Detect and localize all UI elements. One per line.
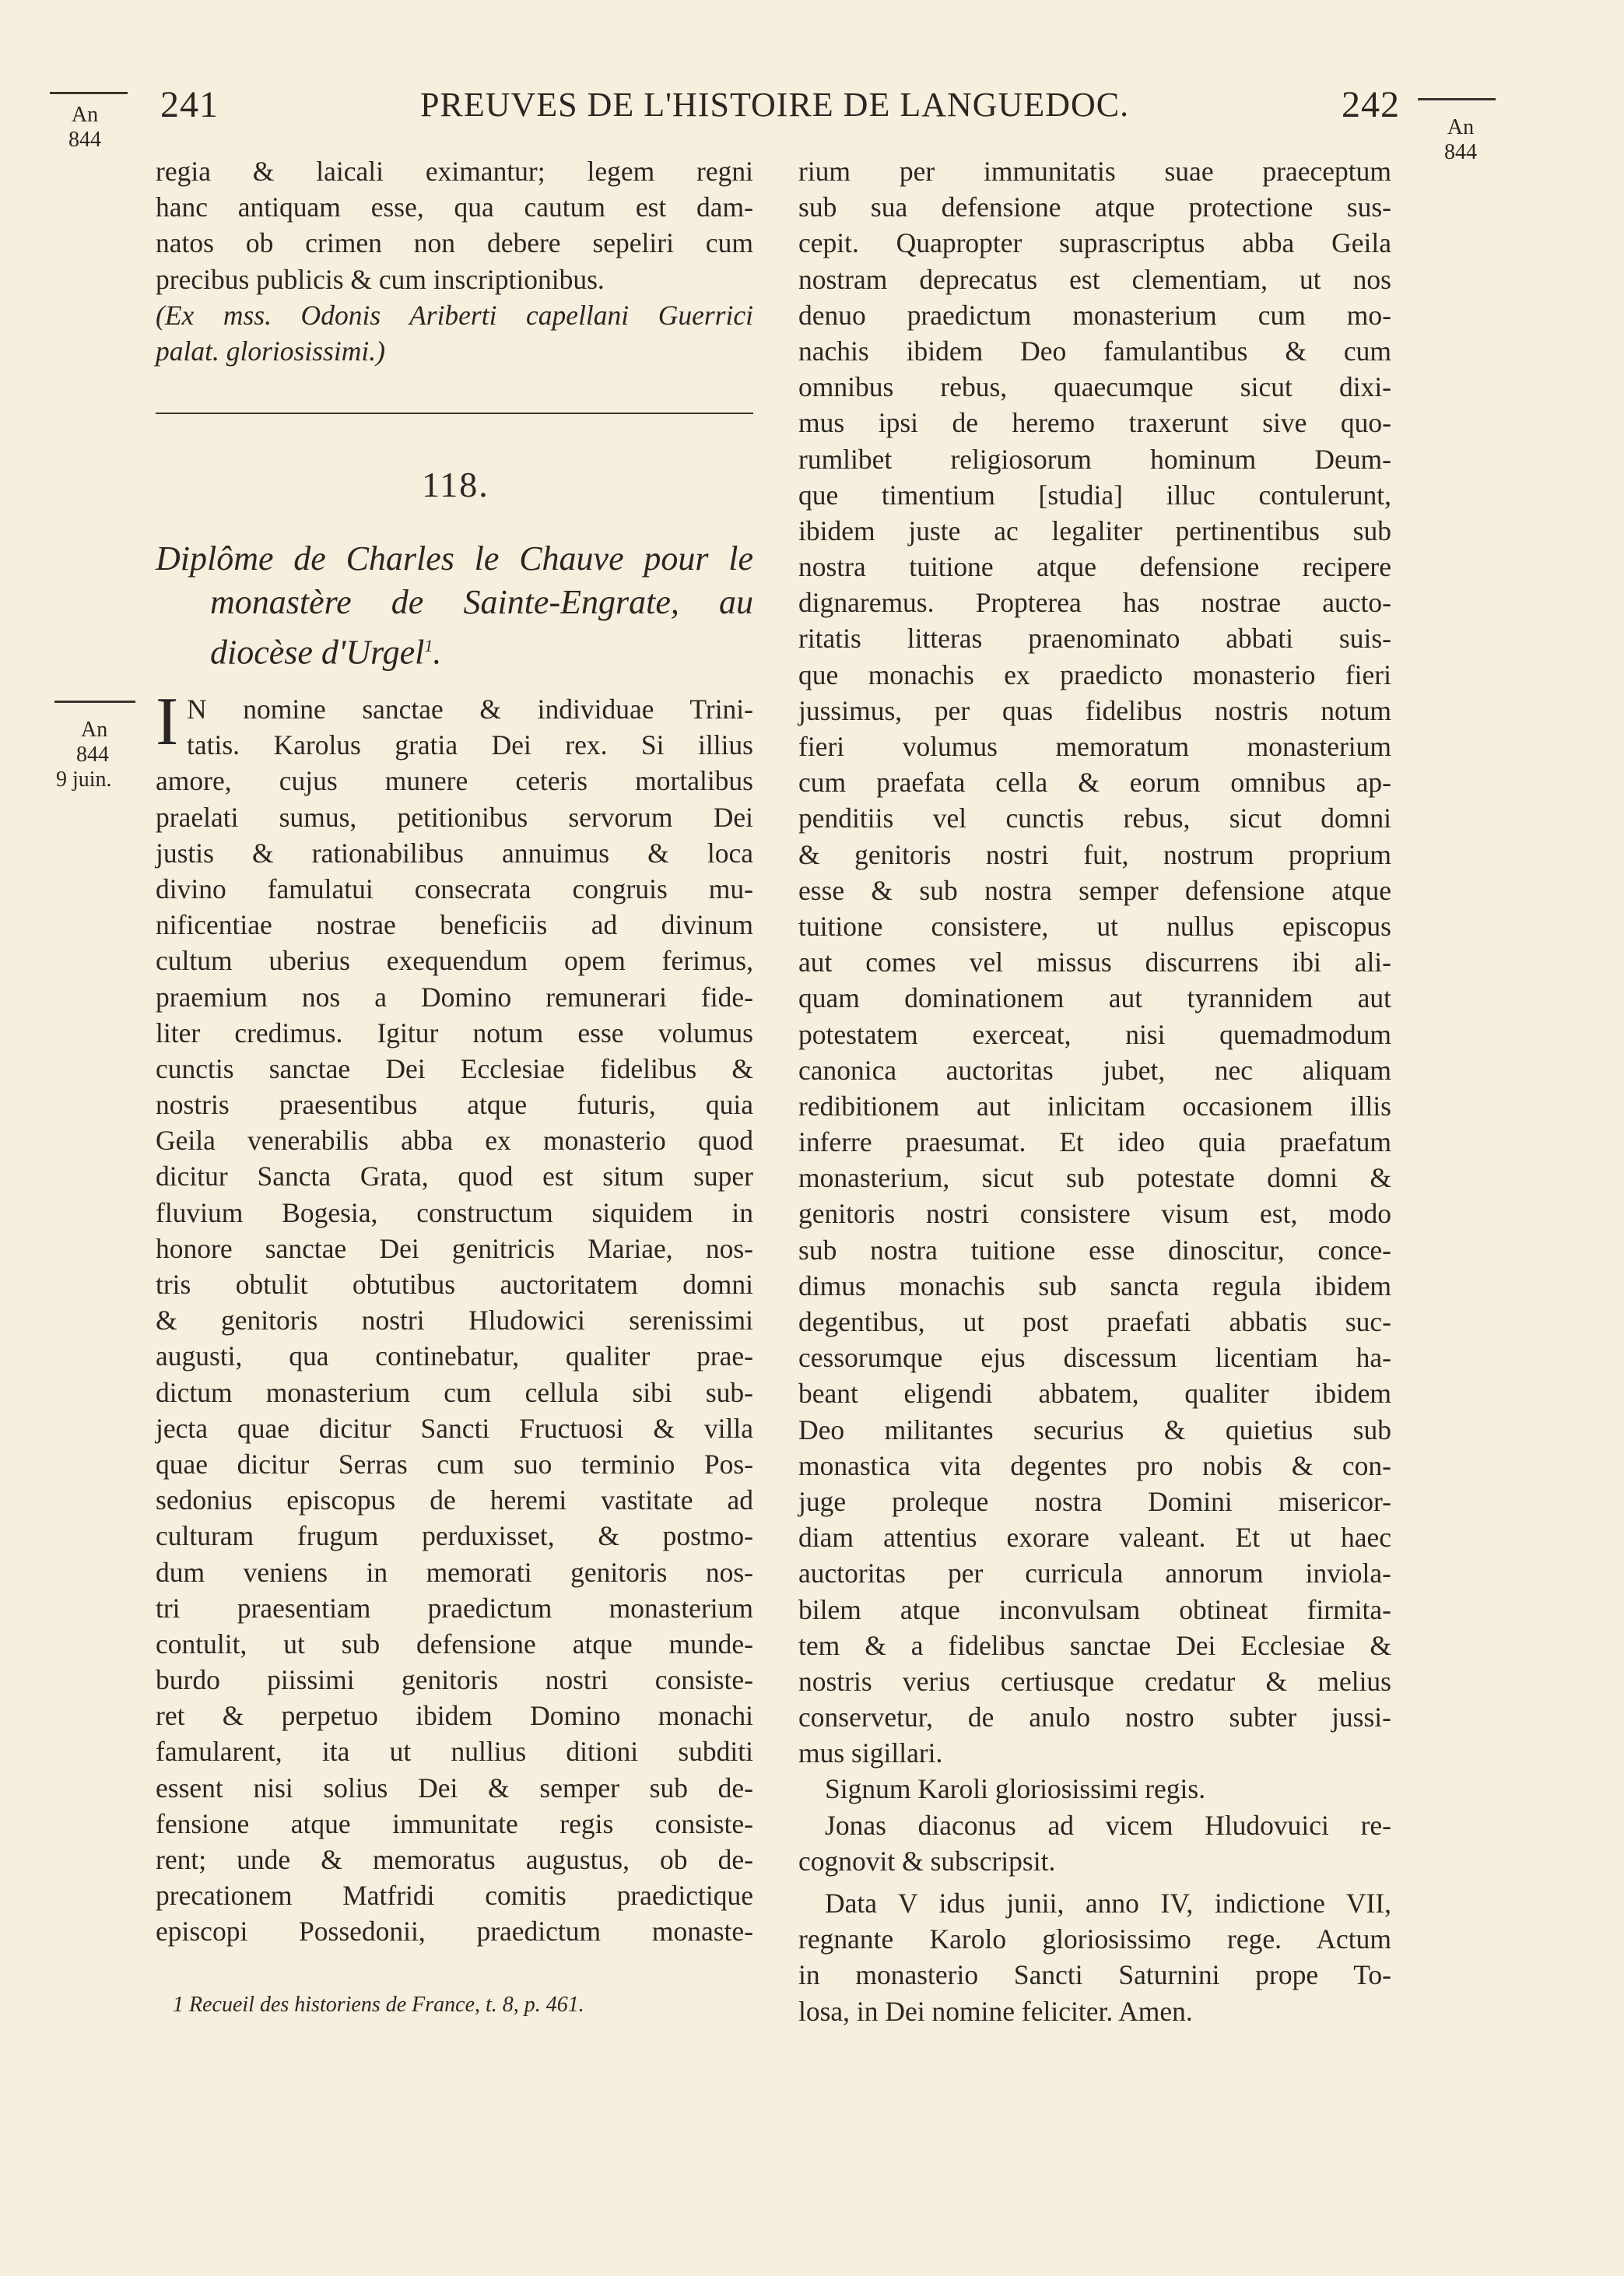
text-line: ritatis litteras praenominato abbati suis- <box>798 623 1391 655</box>
text-line: rium per immunitatis suae praeceptum <box>798 156 1391 187</box>
text-line: penditiis vel cunctis rebus, sicut domni <box>798 803 1391 834</box>
jonas-line: Jonas diaconus ad vicem Hludovuici re- <box>825 1809 1391 1841</box>
text-line: esse & sub nostra semper defensione atque <box>798 874 1391 906</box>
text-line: denuo praedictum monasterium cum mo- <box>798 299 1391 331</box>
text-line: N nomine sanctae & individuae Trini- <box>187 694 753 725</box>
text-line: culturam frugum perduxisset, & postmo- <box>156 1520 753 1552</box>
section-divider <box>156 413 753 414</box>
text-line: dignaremus. Propterea has nostrae aucto- <box>798 587 1391 619</box>
text-line: quae dicitur Serras cum suo terminio Pos- <box>156 1448 753 1480</box>
text-line: nostris praesentibus atque futuris, quia <box>156 1089 753 1121</box>
text-line: tuitione consistere, ut nullus episcopus <box>798 910 1391 942</box>
section-number: 118. <box>422 465 489 504</box>
text-line: precationem Matfridi comitis praedictique <box>156 1880 753 1912</box>
margin-an: An <box>71 103 99 127</box>
text-line: nachis ibidem Deo famulantibus & cum <box>798 335 1391 367</box>
text-line: dicitur Sancta Grata, quod est situm super <box>156 1161 753 1192</box>
charter-left <box>156 684 753 1950</box>
footnote: 1 Recueil des historiens de France, t. 8, p. 461. <box>173 1993 584 2017</box>
text-line: precibus publicis & cum inscriptionibus. <box>156 263 605 295</box>
jonas-line: cognovit & subscripsit. <box>798 1845 1056 1877</box>
text-line: cultum uberius exequendum opem ferimus, <box>156 945 753 977</box>
text-line: essent nisi solius Dei & semper sub de- <box>156 1772 753 1804</box>
title-text: diocèse d'Urgel <box>210 633 425 672</box>
text-line: beant eligendi abbatem, qualiter ibidem <box>798 1378 1391 1410</box>
margin-note-left-top <box>68 103 101 153</box>
text-line: genitoris nostri consistere visum est, modo <box>798 1198 1391 1230</box>
text-line: monasterium, sicut sub potestate domni & <box>798 1162 1391 1194</box>
text-line: tris obtulit obtutibus auctoritatem domni <box>156 1269 753 1301</box>
text-line: Geila venerabilis abba ex monasterio quod <box>156 1125 753 1157</box>
text-line: praemium nos a Domino remunerari fide- <box>156 981 753 1013</box>
charter-body-right <box>798 153 1391 1771</box>
text-line: famularent, ita ut nullius ditioni subditi <box>156 1736 753 1768</box>
text-line: augusti, qua continebatur, qualiter prae- <box>156 1340 753 1372</box>
text-line: liter credimus. Igitur notum esse volumus <box>156 1017 753 1048</box>
title-end: . <box>433 633 442 672</box>
text-line: ret & perpetuo ibidem Domino monachi <box>156 1700 753 1732</box>
text-line: praelati sumus, petitionibus servorum Dei <box>156 801 753 833</box>
text-line: fensione atque immunitate regis consiste- <box>156 1807 753 1839</box>
section-title <box>156 537 753 675</box>
title-line-last <box>156 624 753 675</box>
text-line: conservetur, de anulo nostro subter jussi- <box>798 1702 1391 1733</box>
text-line: natos ob crimen non debere sepeliri cum <box>156 227 753 259</box>
text-line: tri praesentiam praedictum monasterium <box>156 1592 753 1624</box>
text-line: regia & laicali eximantur; legem regni <box>156 156 753 187</box>
text-line: cepit. Quapropter suprascriptus abba Geila <box>798 227 1391 259</box>
running-title: PREUVES DE L'HISTOIRE DE LANGUEDOC. <box>420 86 1130 124</box>
charter-opening <box>156 684 753 763</box>
margin-note-left-mid <box>56 718 112 792</box>
title-footnote-mark: 1 <box>424 636 433 655</box>
margin-year: 844 <box>76 743 109 767</box>
text-line: omnibus rebus, quaecumque sicut dixi- <box>798 371 1391 403</box>
text-line: rent; unde & memoratus augustus, ob de- <box>156 1844 753 1876</box>
text-line: mus sigillari. <box>798 1737 943 1769</box>
right-column <box>798 153 1391 2029</box>
text-line: in monasterio Sancti Saturnini prope To- <box>798 1959 1391 1991</box>
signum: Signum Karoli gloriosissimi regis. <box>825 1773 1206 1805</box>
text-line: cunctis sanctae Dei Ecclesiae fidelibus & <box>156 1052 753 1084</box>
text-line: jecta quae dicitur Sancti Fructuosi & villa <box>156 1412 753 1444</box>
margin-date: 9 juin. <box>56 767 112 792</box>
text-line: inferre praesumat. Et ideo quia praefatum <box>798 1126 1391 1158</box>
text-line: aut comes vel missus discurrens ibi ali- <box>798 947 1391 978</box>
text-line: Data V idus junii, anno IV, indictione VII, <box>825 1888 1391 1919</box>
text-line: que timentium [studia] illuc contulerunt, <box>798 479 1391 511</box>
text-line: tatis. Karolus gratia Dei rex. Si illius <box>187 729 753 761</box>
text-line: rumlibet religiosorum hominum Deum- <box>798 443 1391 475</box>
text-line: bilem atque inconvulsam obtineat firmita- <box>798 1593 1391 1625</box>
text-line: sedonius episcopus de heremi vastitate ad <box>156 1484 753 1516</box>
text-line: ibidem juste ac legaliter pertinentibus sub <box>798 515 1391 546</box>
intro-source <box>156 297 753 369</box>
margin-an: An <box>1447 115 1475 139</box>
page-number-right: 242 <box>1342 84 1400 125</box>
text-line: burdo piissimi genitoris nostri consiste- <box>156 1664 753 1696</box>
text-line: nostris verius certiusque credatur & melius <box>798 1665 1391 1697</box>
text-line: divino famulatui consecrata congruis mu- <box>156 873 753 904</box>
text-line: dictum monasterium cum cellula sibi sub- <box>156 1376 753 1408</box>
text-line: fieri volumus memoratum monasterium <box>798 731 1391 762</box>
text-line: diam attentius exorare valeant. Et ut haec <box>798 1522 1391 1554</box>
margin-an: An <box>81 718 108 742</box>
text-line: episcopi Possedonii, praedictum monaste- <box>156 1916 753 1948</box>
text-line: tem & a fidelibus sanctae Dei Ecclesiae & <box>798 1629 1391 1661</box>
left-column <box>156 153 753 369</box>
margin-rule-right-top <box>1418 98 1496 100</box>
margin-rule-left-mid <box>54 701 135 703</box>
text-line: nificentiae nostrae beneficiis ad divinum <box>156 909 753 941</box>
text-line: & genitoris nostri Hludowici serenissimi <box>156 1305 753 1336</box>
title-line: monastère de Sainte-Engrate, au <box>210 583 753 621</box>
text-line: redibitionem aut inlicitam occasionem illis <box>798 1090 1391 1122</box>
text-line: monastica vita degentes pro nobis & con- <box>798 1449 1391 1481</box>
text-line: regnante Karolo gloriosissimo rege. Actum <box>798 1923 1391 1955</box>
text-line: mus ipsi de heremo traxerunt sive quo- <box>798 407 1391 439</box>
text-line: contulit, ut sub defensione atque munde- <box>156 1628 753 1660</box>
text-line: & genitoris nostri fuit, nostrum proprium <box>798 838 1391 870</box>
text-line: hanc antiquam esse, qua cautum est dam- <box>156 191 753 223</box>
text-line: que monachis ex praedicto monasterio fieri <box>798 659 1391 690</box>
page-number-left: 241 <box>160 84 219 125</box>
text-line: dum veniens in memorati genitoris nos- <box>156 1556 753 1588</box>
text-line: sub nostra tuitione esse dinoscitur, conce- <box>798 1234 1391 1266</box>
text-line: cessorumque ejus discessum licentiam ha- <box>798 1342 1391 1374</box>
charter-body-left <box>156 763 753 1949</box>
text-line: juge proleque nostra Domini misericor- <box>798 1485 1391 1517</box>
margin-year: 844 <box>1444 140 1477 164</box>
intro-text <box>156 153 753 297</box>
text-line: potestatem exerceat, nisi quemadmodum <box>798 1018 1391 1050</box>
text-line: Deo militantes securius & quietius sub <box>798 1414 1391 1445</box>
text-line: cum praefata cella & eorum omnibus ap- <box>798 767 1391 799</box>
margin-year: 844 <box>68 128 101 152</box>
margin-rule-left-top <box>50 92 128 94</box>
text-line: honore sanctae Dei genitricis Mariae, nos- <box>156 1232 753 1264</box>
text-line: dimus monachis sub sancta regula ibidem <box>798 1270 1391 1301</box>
title-line: Diplôme de Charles le Chauve pour le <box>156 539 753 578</box>
text-line: degentibus, ut post praefati abbatis suc- <box>798 1306 1391 1337</box>
text-line: fluvium Bogesia, constructum siquidem in <box>156 1196 753 1228</box>
text-line: palat. gloriosissimi.) <box>156 335 385 367</box>
text-line: justis & rationabilibus annuimus & loca <box>156 837 753 869</box>
margin-note-right-top <box>1444 115 1477 165</box>
text-line: nostra tuitione atque defensione recipere <box>798 551 1391 583</box>
drop-initial: I <box>156 684 179 760</box>
text-line: sub sua defensione atque protectione sus- <box>798 191 1391 223</box>
text-line: losa, in Dei nomine feliciter. Amen. <box>798 1995 1193 2027</box>
text-line: nostram deprecatus est clementiam, ut nos <box>798 263 1391 295</box>
text-line: (Ex mss. Odonis Ariberti capellani Guerrici <box>156 299 753 331</box>
text-line: canonica auctoritas jubet, nec aliquam <box>798 1054 1391 1086</box>
dating-clause <box>798 1885 1391 2029</box>
text-line: jussimus, per quas fidelibus nostris notum <box>798 694 1391 726</box>
text-line: amore, cujus munere ceteris mortalibus <box>156 765 753 797</box>
text-line: auctoritas per curricula annorum inviola- <box>798 1558 1391 1589</box>
text-line: quam dominationem aut tyrannidem aut <box>798 982 1391 1014</box>
